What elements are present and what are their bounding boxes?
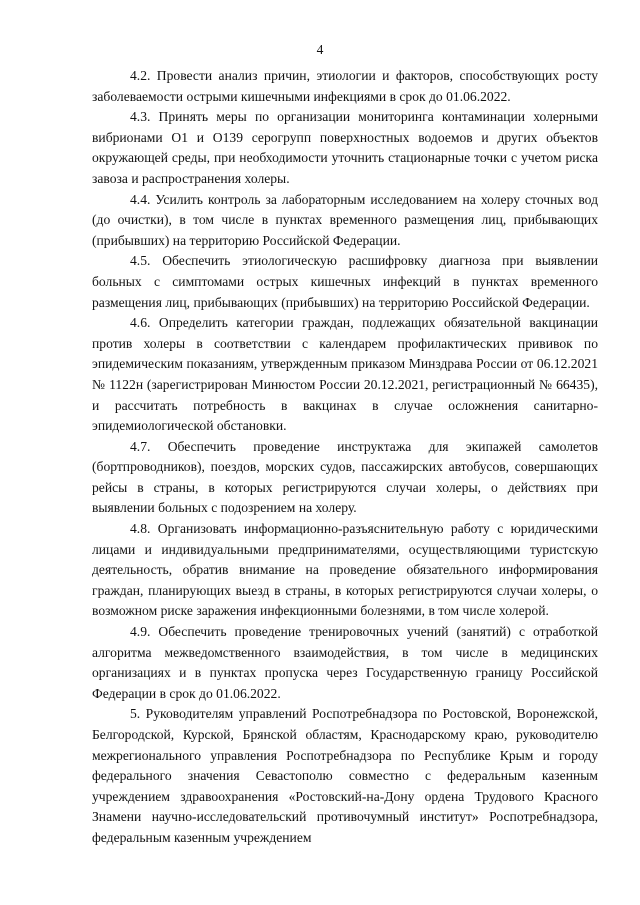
paragraph-4-6: 4.6. Определить категории граждан, подлежащих обязательной вакцинации против холеры в соответствии с календарем профилактических прививок по эпидемическим показаниям, утвержденным приказом Минздрава России от 06.12.2021 № 1122н (зарегистрирован Минюстом России 20.12.2021, регистрационный № 66435), и рассчитать потребность в вакцинах в случае осложнения санитарно-эпидемиологической обстановки. [92,315,598,434]
paragraph-4-8: 4.8. Организовать информационно-разъяснительную работу с юридическими лицами и индивидуальными предпринимателями, осуществляющими туристскую деятельность, обратив внимание на проведение обязательного информирования граждан, планирующих выезд в страны, в которых регистрируются случаи холеры, о возможном риске заражения инфекционными болезнями, в том числе холерой. [92,521,598,619]
paragraph-5: 5. Руководителям управлений Роспотребнадзора по Ростовской, Воронежской, Белгородской, Курской, Брянской областям, Краснодарскому краю, руководителю межрегионального управления Роспотребнадзора по Республике Крым и городу федерального значения Севастополю совместно с федеральным казенным учреждением здравоохранения «Ростовский-на-Дону ордена Трудового Красного Знамени научно-исследовательский противочумный институт» Роспотребнадзора, федеральным казенным учреждением [92,706,598,845]
paragraph-4-5: 4.5. Обеспечить этиологическую расшифровку диагноза при выявлении больных с симптомами острых кишечных инфекций в пунктах временного размещения лиц, прибывающих (прибывших) на территорию Российской Федерации. [92,253,598,310]
paragraph-4-2: 4.2. Провести анализ причин, этиологии и факторов, способствующих росту заболеваемости острыми кишечными инфекциями в срок до 01.06.2022. [92,68,598,104]
paragraph-4-4: 4.4. Усилить контроль за лабораторным исследованием на холеру сточных вод (до очистки), в том числе в пунктах временного размещения лиц, прибывающих (прибывших) на территорию Российской Федерации. [92,191,598,248]
paragraph-4-3: 4.3. Принять меры по организации мониторинга контаминации холерными вибрионами О1 и О139 серогрупп поверхностных водоемов и других объектов окружающей среды, при необходимости уточнить стационарные точки с учетом риска завоза и распространения холеры. [92,109,598,186]
paragraph-4-9: 4.9. Обеспечить проведение тренировочных учений (занятий) с отработкой алгоритма межведомственного взаимодействия, в том числе в медицинских организациях и в пунктах пропуска через Государственную границу Российской Федерации в срок до 01.06.2022. [92,624,598,701]
paragraph-4-7: 4.7. Обеспечить проведение инструктажа для экипажей самолетов (бортпроводников), поездов, морских судов, пассажирских автобусов, совершающих рейсы в страны, в которых регистрируются случаи холеры, о действиях при выявлении больных с подозрением на холеру. [92,438,598,516]
page-number: 4 [316,42,324,57]
document-body [92,66,598,849]
